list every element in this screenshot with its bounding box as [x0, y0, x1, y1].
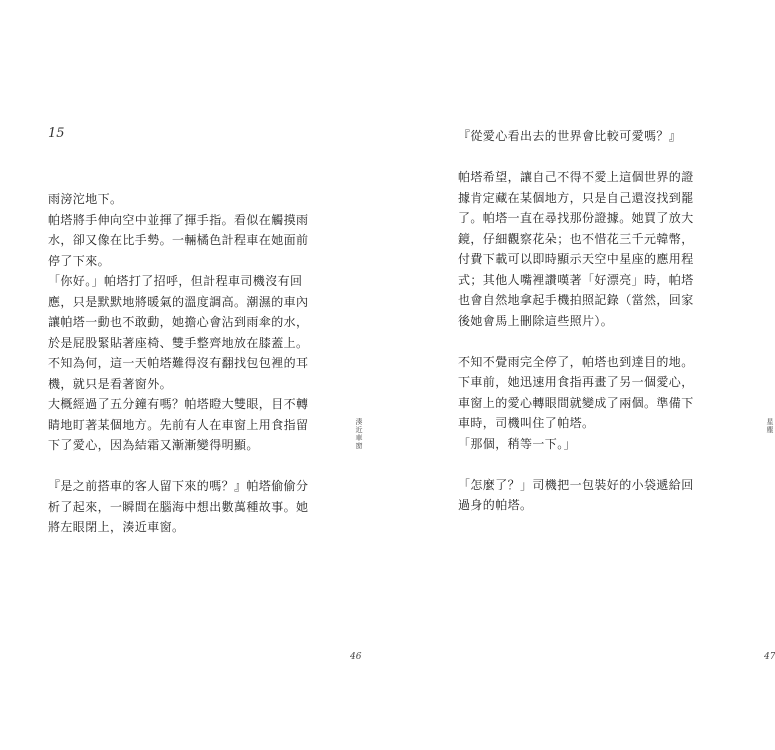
right-page — [375, 0, 775, 750]
paragraph: 雨滂沱地下。 — [48, 192, 123, 206]
page-number-right: 47 — [764, 652, 775, 662]
paragraph-spacer — [458, 331, 698, 352]
paragraph-spacer — [458, 147, 698, 168]
page-number-left: 46 — [350, 652, 362, 662]
paragraph-spacer — [458, 454, 698, 475]
paragraph: 「你好。」帕塔打了招呼，但計程車司機沒有回應，只是默默地將暖氣的溫度調高。潮濕的車內讓帕塔一動也不敢動，她擔心會沾到雨傘的水，於是屁股緊貼著座椅、雙手整齊地放在膝蓋上。不知為何，這一天帕塔難得沒有翻找包包裡的耳機，就只是看著窗外。 — [48, 274, 309, 391]
paragraph: 帕塔希望，讓自己不得不愛上這個世界的證據肯定藏在某個地方，只是自己還沒找到罷了。帕塔一直在尋找那份證據。她買了放大鏡，仔細觀察花朵；也不惜花三千元韓幣，付費下載可以即時顯示天空中星座的應用程式；其他人嘴裡讚嘆著「好漂亮」時，帕塔也會自然地拿起手機拍照記錄（當然，回家後她會馬上刪除這些照片）。 — [458, 170, 694, 328]
paragraph: 大概經過了五分鐘有嗎？帕塔瞪大雙眼，目不轉睛地盯著某個地方。先前有人在車窗上用食指留下了愛心，因為結霜又漸漸變得明顯。 — [48, 397, 309, 452]
paragraph: 「那個，稍等一下。」 — [458, 436, 577, 451]
paragraph: 帕塔將手伸向空中並揮了揮手指。看似在觸摸雨水，卻又像在比手勢。一輛橘色計程車在她面前停了下來。 — [48, 212, 309, 268]
left-page-body — [48, 189, 318, 538]
paragraph: 「怎麼了？」司機把一包裝好的小袋遞給回過身的帕塔。 — [458, 477, 694, 512]
running-head-left: 湊近車窗 — [355, 418, 363, 450]
chapter-number: 15 — [48, 126, 65, 141]
left-page — [0, 0, 375, 750]
right-page-body — [458, 126, 698, 516]
running-head-right: 星塵 — [766, 418, 774, 434]
paragraph: 『從愛心看出去的世界會比較可愛嗎？』 — [458, 129, 682, 143]
paragraph: 不知不覺雨完全停了，帕塔也到達目的地。下車前，她迅速用食指再畫了另一個愛心，車窗上的愛心轉眼間就變成了兩個。準備下車時，司機叫住了帕塔。 — [458, 354, 694, 430]
paragraph: 『是之前搭車的客人留下來的嗎？』帕塔偷偷分析了起來，一瞬間在腦海中想出數萬種故事。她將左眼閉上，湊近車窗。 — [48, 479, 309, 534]
paragraph-spacer — [48, 456, 318, 477]
